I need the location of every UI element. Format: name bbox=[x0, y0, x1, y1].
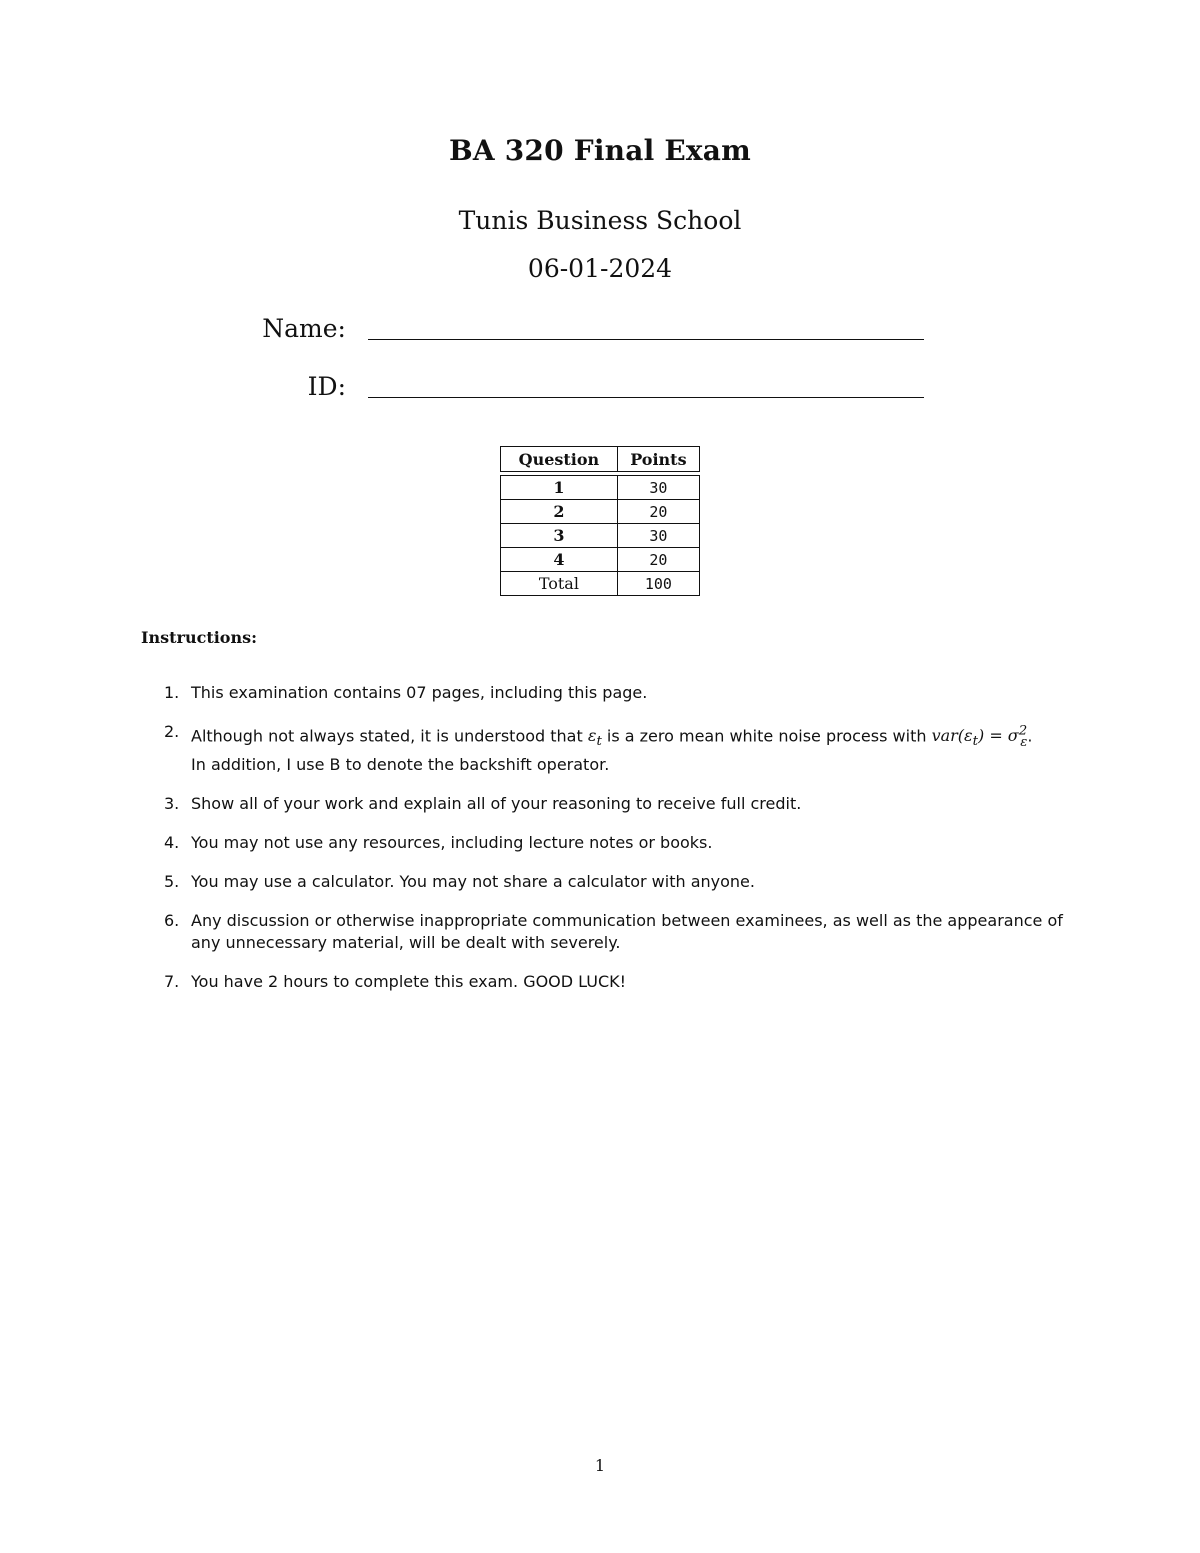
total-points: 100 bbox=[617, 572, 699, 596]
item-number: 7. bbox=[164, 971, 180, 991]
id-field[interactable] bbox=[368, 397, 924, 398]
table-row bbox=[501, 524, 700, 548]
item-text: You may use a calculator. You may not share a calculator with anyone. bbox=[191, 871, 755, 891]
instructions-list bbox=[141, 682, 1081, 1010]
question-points: 20 bbox=[617, 500, 699, 524]
instructions-heading: Instructions: bbox=[141, 628, 258, 647]
table-row bbox=[501, 476, 700, 500]
item-number: 1. bbox=[164, 683, 180, 702]
question-number: 4 bbox=[501, 548, 618, 572]
school-name: Tunis Business School bbox=[458, 206, 742, 235]
question-points: 20 bbox=[617, 548, 699, 572]
item-text: You have 2 hours to complete this exam. GOOD LUCK! bbox=[191, 971, 627, 991]
item-text: This examination contains 07 pages, including this page. bbox=[191, 683, 648, 702]
list-item bbox=[141, 971, 1081, 993]
list-item bbox=[141, 682, 1081, 704]
list-item bbox=[141, 793, 1081, 815]
item-text-d: In addition, I use B to denote the backshift operator. bbox=[191, 754, 610, 774]
list-item bbox=[141, 721, 1081, 776]
name-field[interactable] bbox=[368, 339, 924, 340]
table-row bbox=[501, 500, 700, 524]
item-number: 6. bbox=[164, 910, 180, 930]
item-text: You may not use any resources, including lecture notes or books. bbox=[191, 832, 713, 852]
item-number: 5. bbox=[164, 871, 180, 891]
page-number: 1 bbox=[594, 1456, 606, 1475]
total-label: Total bbox=[501, 572, 618, 596]
question-points: 30 bbox=[617, 524, 699, 548]
points-table bbox=[500, 446, 700, 596]
math-epsilon: $\varepsilon_t$ bbox=[587, 726, 602, 750]
points-header: Points bbox=[617, 447, 699, 472]
table-header-row bbox=[501, 447, 700, 472]
item-number: 4. bbox=[164, 832, 180, 852]
item-text: Any discussion or otherwise inappropriate communication between examinees, as well as the appearance of any unnecessary material, will be dealt with severely. bbox=[191, 910, 1063, 952]
question-header: Question bbox=[501, 447, 618, 472]
question-number: 3 bbox=[501, 524, 618, 548]
list-item bbox=[141, 832, 1081, 854]
table-total-row bbox=[501, 572, 700, 596]
question-number: 1 bbox=[501, 476, 618, 500]
question-points: 30 bbox=[617, 476, 699, 500]
item-number: 2. bbox=[164, 722, 180, 741]
list-item bbox=[141, 910, 1081, 954]
item-text-b: is a zero mean white noise process with bbox=[601, 726, 932, 746]
table-row bbox=[501, 548, 700, 572]
question-number: 2 bbox=[501, 500, 618, 524]
math-variance: $var(\varepsilon_t) = \sigma^2_\varepsilon$ bbox=[931, 724, 1028, 750]
item-text-c: . bbox=[1027, 726, 1033, 746]
item-text-a: Although not always stated, it is understood that bbox=[191, 726, 588, 746]
exam-date: 06-01-2024 bbox=[527, 254, 673, 283]
id-label: ID: bbox=[307, 372, 346, 401]
name-label: Name: bbox=[262, 314, 346, 343]
item-number: 3. bbox=[164, 793, 180, 813]
list-item bbox=[141, 871, 1081, 893]
exam-title: BA 320 Final Exam bbox=[449, 134, 751, 167]
item-text: Show all of your work and explain all of your reasoning to receive full credit. bbox=[191, 793, 802, 813]
